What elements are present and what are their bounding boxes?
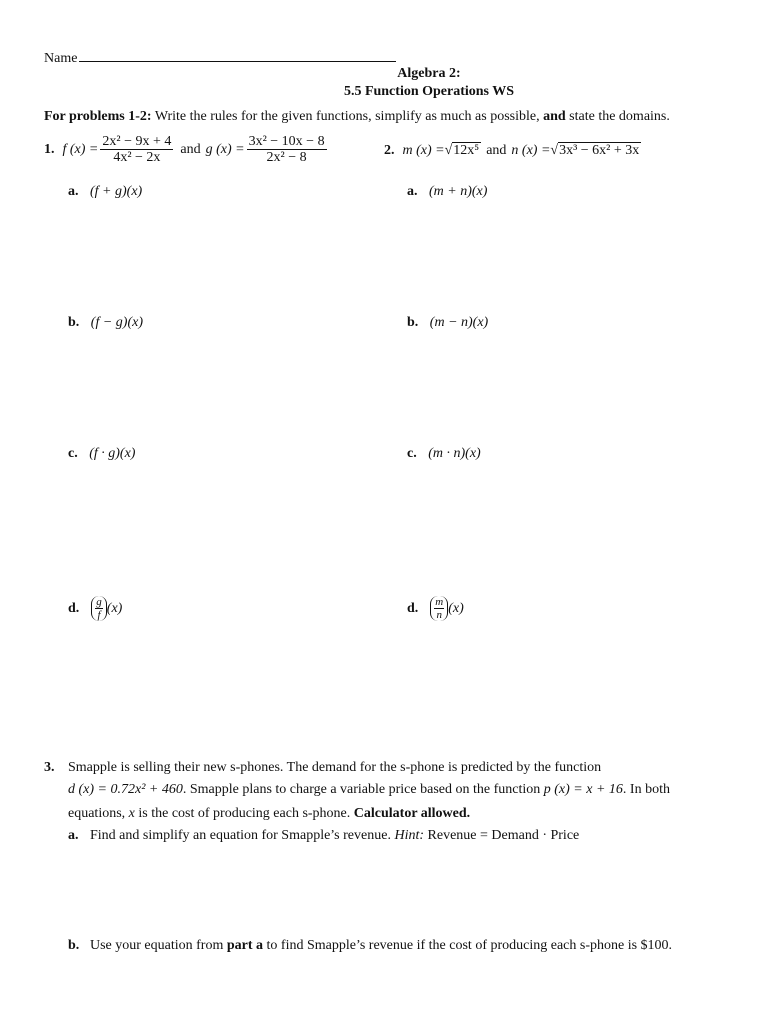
name-label: Name bbox=[44, 51, 78, 66]
n-lhs: n (x) = bbox=[511, 143, 551, 158]
p3-b-text-1: Use your equation from bbox=[90, 938, 227, 953]
instructions-and: and bbox=[543, 109, 566, 124]
instructions-text-1: Write the rules for the given functions, simplify as much as possible, bbox=[151, 109, 544, 124]
p1-part-c bbox=[68, 446, 135, 462]
name-field[interactable] bbox=[44, 47, 396, 67]
m-lhs: m (x) = bbox=[402, 143, 445, 158]
g-fraction bbox=[247, 134, 327, 165]
p3-a-hint: Hint: bbox=[394, 828, 425, 843]
p3-b-bold: part a bbox=[226, 938, 264, 953]
p1-a-expr: (f + g)(x) bbox=[90, 184, 143, 199]
p1-d-denominator: f bbox=[97, 609, 101, 621]
f-lhs: f (x) = bbox=[62, 141, 99, 157]
m-radical: √12x⁵ bbox=[444, 143, 480, 158]
instructions-text-2: state the domains. bbox=[565, 109, 670, 124]
p3-a-text: Find and simplify an equation for Smapple’s revenue. bbox=[90, 828, 395, 843]
g-lhs: g (x) = bbox=[205, 141, 245, 157]
n-radical: √3x³ − 6x² + 3x bbox=[550, 143, 640, 158]
p3-line3-b: is the cost of producing each s-phone. bbox=[134, 806, 354, 821]
p1-a-label: a. bbox=[68, 184, 79, 199]
f-denominator: 4x² − 2x bbox=[113, 150, 161, 165]
p2-a-expr: (m + n)(x) bbox=[429, 184, 488, 199]
p2-d-paren bbox=[430, 596, 448, 621]
p2-b-label: b. bbox=[407, 315, 419, 330]
p1-d-paren bbox=[91, 596, 107, 621]
p1-d-label: d. bbox=[68, 600, 80, 616]
p2-part-d bbox=[407, 596, 464, 621]
p1-b-label: b. bbox=[68, 315, 80, 330]
p1-part-a bbox=[68, 184, 142, 200]
p3-part-a bbox=[68, 828, 579, 844]
problem-1-definition bbox=[44, 134, 329, 165]
problem-3-line-3 bbox=[68, 806, 470, 822]
p2-c-label: c. bbox=[407, 446, 417, 461]
n-radicand: 3x³ − 6x² + 3x bbox=[559, 143, 640, 158]
p1-b-expr: (f − g)(x) bbox=[90, 315, 143, 330]
p2-d-denominator: n bbox=[436, 609, 443, 621]
instructions-lead: For problems 1-2: bbox=[44, 109, 152, 124]
p3-line3-x: x bbox=[128, 806, 135, 821]
name-blank-line[interactable] bbox=[79, 47, 396, 62]
problem-1-number: 1. bbox=[44, 141, 55, 157]
p1-d-fraction bbox=[95, 596, 103, 621]
p1-c-expr: (f · g)(x) bbox=[89, 446, 136, 461]
p3-a-label: a. bbox=[68, 828, 79, 843]
problem-3-line-1 bbox=[44, 760, 601, 776]
m-radicand: 12x⁵ bbox=[453, 143, 480, 158]
p1-part-d bbox=[68, 596, 122, 621]
p1-d-numerator: g bbox=[96, 596, 102, 608]
g-denominator: 2x² − 8 bbox=[266, 150, 307, 165]
p2-part-b bbox=[407, 315, 488, 331]
p2-part-c bbox=[407, 446, 481, 462]
p2-d-label: d. bbox=[407, 600, 419, 616]
p2-and: and bbox=[486, 143, 507, 158]
problem-3-number: 3. bbox=[44, 760, 55, 775]
p3-line2-end: . In both bbox=[622, 782, 670, 797]
g-numerator: 3x² − 10x − 8 bbox=[248, 134, 325, 149]
course-title: Algebra 2: bbox=[397, 66, 461, 81]
instructions bbox=[44, 109, 670, 125]
problem-2-definition bbox=[384, 143, 641, 159]
p3-part-b bbox=[68, 938, 672, 954]
worksheet-title: 5.5 Function Operations WS bbox=[343, 84, 515, 99]
p2-d-fraction bbox=[434, 596, 444, 621]
p1-part-b bbox=[68, 315, 143, 331]
p2-d-tail: (x) bbox=[448, 600, 464, 616]
price-function: p (x) = x + 16 bbox=[543, 782, 623, 797]
calculator-allowed: Calculator allowed. bbox=[353, 806, 471, 821]
p2-a-label: a. bbox=[407, 184, 418, 199]
p3-line3-a: equations, bbox=[68, 806, 129, 821]
p2-b-expr: (m − n)(x) bbox=[429, 315, 489, 330]
p3-line2-text: . Smapple plans to charge a variable price based on the function bbox=[182, 782, 544, 797]
p2-c-expr: (m · n)(x) bbox=[428, 446, 481, 461]
p1-and: and bbox=[180, 141, 201, 157]
problem-2-number: 2. bbox=[384, 143, 395, 158]
p3-b-text-2: to find Smapple’s revenue if the cost of producing each s-phone is $100. bbox=[263, 938, 673, 953]
f-fraction bbox=[100, 134, 173, 165]
p2-part-a bbox=[407, 184, 487, 200]
p3-b-label: b. bbox=[68, 938, 80, 953]
f-numerator: 2x² − 9x + 4 bbox=[102, 134, 172, 149]
problem-3-line-2 bbox=[68, 782, 670, 798]
p3-line1-text: Smapple is selling their new s-phones. The demand for the s-phone is predicted by the function bbox=[68, 760, 602, 775]
p1-c-label: c. bbox=[68, 446, 78, 461]
p2-d-numerator: m bbox=[435, 596, 444, 608]
demand-function: d (x) = 0.72x² + 460 bbox=[68, 782, 183, 797]
p3-a-hint-text: Revenue = Demand · Price bbox=[424, 828, 580, 843]
p1-d-tail: (x) bbox=[106, 600, 123, 616]
